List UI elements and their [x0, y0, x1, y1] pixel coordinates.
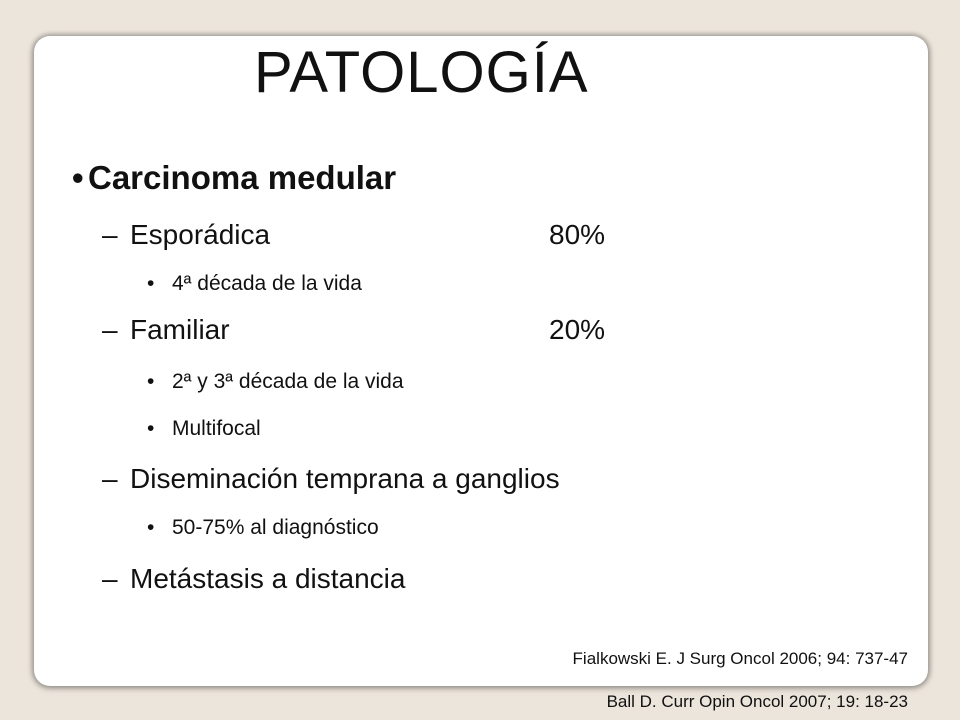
detail-familiar-1	[147, 369, 404, 395]
detail-esporadica	[147, 271, 362, 297]
sub-item-label: Familiar	[130, 314, 230, 345]
reference-2: Ball D. Curr Opin Oncol 2007; 19: 18-23	[606, 692, 908, 711]
sub-item-percent: 20%	[549, 314, 606, 345]
detail-diseminacion	[147, 515, 379, 541]
bullet-label: Carcinoma medular	[88, 159, 397, 196]
dash-icon: –	[102, 463, 118, 494]
bullet-icon: •	[147, 516, 155, 539]
sub-item-label: Metástasis a distancia	[130, 563, 406, 594]
sub-item-familiar	[102, 313, 606, 347]
detail-familiar-2	[147, 416, 261, 442]
slide-title: PATOLOGÍA	[254, 40, 589, 105]
bullet-icon: •	[147, 417, 155, 440]
detail-label: 4ª década de la vida	[172, 272, 362, 295]
detail-label: 2ª y 3ª década de la vida	[172, 370, 404, 393]
sub-item-label: Diseminación temprana a ganglios	[130, 463, 560, 494]
sub-item-metastasis	[102, 562, 405, 596]
dash-icon: –	[102, 219, 118, 250]
bullet-icon: •	[72, 159, 84, 196]
sub-item-esporadica	[102, 218, 606, 252]
sub-item-diseminacion	[102, 462, 560, 496]
reference-1: Fialkowski E. J Surg Oncol 2006; 94: 737-47	[572, 649, 908, 668]
bullet-carcinoma-medular	[72, 158, 396, 198]
dash-icon: –	[102, 314, 118, 345]
dash-icon: –	[102, 563, 118, 594]
detail-label: Multifocal	[172, 417, 261, 440]
bullet-icon: •	[147, 272, 155, 295]
sub-item-percent: 80%	[549, 219, 606, 250]
bullet-icon: •	[147, 370, 155, 393]
detail-label: 50-75% al diagnóstico	[172, 516, 379, 539]
sub-item-label: Esporádica	[130, 219, 271, 250]
